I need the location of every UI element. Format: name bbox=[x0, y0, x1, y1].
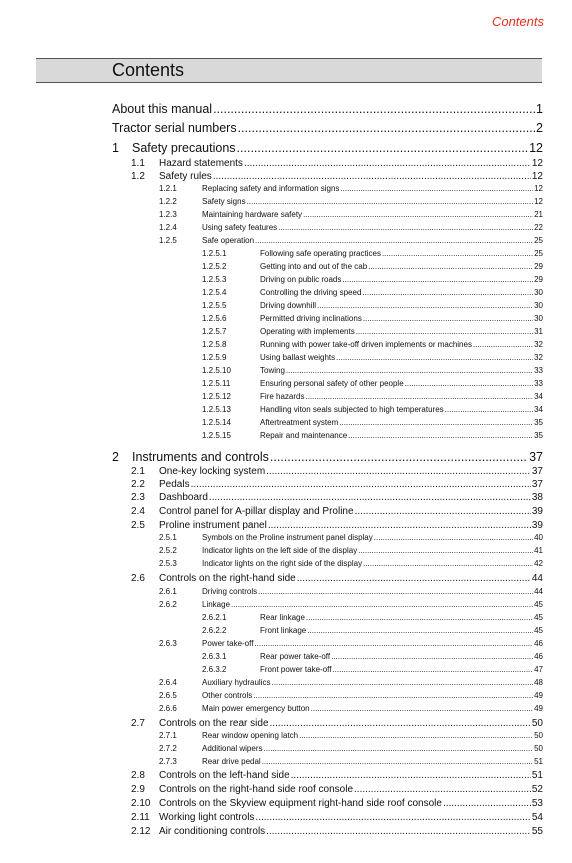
toc-entry-page-number: 53 bbox=[531, 798, 543, 809]
toc-entry-number: 1.2.5.14 bbox=[202, 418, 231, 427]
toc-entry-number: 2.1 bbox=[131, 466, 145, 477]
toc-entry-page-number: 55 bbox=[531, 826, 543, 837]
toc-entry[interactable] bbox=[0, 275, 572, 287]
toc-entry-title: Safety signs bbox=[202, 197, 246, 206]
toc-entry-page-number: 45 bbox=[534, 600, 543, 609]
toc-entry-title: Indicator lights on the left side of the display bbox=[202, 546, 358, 555]
dot-leader bbox=[473, 340, 533, 349]
toc-entry-title: Main power emergency button bbox=[202, 704, 310, 713]
toc-entry[interactable] bbox=[0, 613, 572, 625]
toc-entry-number: 2.5 bbox=[131, 520, 145, 531]
toc-entry[interactable] bbox=[0, 744, 572, 756]
toc-entry-title: Controls on the left-hand side bbox=[159, 770, 290, 781]
toc-entry[interactable] bbox=[0, 770, 572, 783]
toc-entry-page-number: 33 bbox=[534, 379, 543, 388]
running-header: Contents bbox=[491, 14, 544, 29]
toc-entry-number: 2.6.3 bbox=[159, 639, 177, 648]
toc-entry[interactable] bbox=[0, 236, 572, 248]
dot-leader bbox=[311, 704, 533, 713]
dot-leader bbox=[305, 392, 533, 401]
toc-entry-title: Using safety features bbox=[202, 223, 278, 232]
toc-entry[interactable] bbox=[0, 639, 572, 651]
dot-leader bbox=[340, 184, 533, 193]
toc-entry-number: 1.2.5.4 bbox=[202, 288, 227, 297]
dot-leader bbox=[303, 210, 533, 219]
toc-entry[interactable] bbox=[0, 466, 572, 479]
toc-entry-title: Proline instrument panel bbox=[159, 520, 267, 531]
toc-entry-title: Hazard statements bbox=[159, 158, 243, 169]
toc-entry[interactable] bbox=[0, 731, 572, 743]
dot-leader bbox=[231, 600, 533, 609]
toc-entry-title: Permitted driving inclinations bbox=[260, 314, 362, 323]
toc-entry-page-number: 50 bbox=[531, 718, 543, 729]
toc-entry-number: 1.2.5.11 bbox=[202, 379, 231, 388]
toc-entry-page-number: 34 bbox=[534, 405, 543, 414]
toc-entry-number: 1.2.5.2 bbox=[202, 262, 227, 271]
toc-entry-page-number: 12 bbox=[534, 184, 543, 193]
toc-entry-number: 1.2.5.1 bbox=[202, 249, 227, 258]
toc-entry-page-number: 39 bbox=[531, 520, 543, 531]
dot-leader bbox=[297, 573, 531, 584]
toc-entry-page-number: 31 bbox=[534, 327, 543, 336]
toc-entry[interactable] bbox=[0, 450, 572, 466]
toc-entry-title: Driving on public roads bbox=[260, 275, 342, 284]
toc-entry-number: 2.6.2.1 bbox=[202, 613, 227, 622]
toc-entry[interactable] bbox=[0, 757, 572, 769]
toc-entry-page-number: 37 bbox=[531, 479, 543, 490]
toc-entry[interactable] bbox=[0, 327, 572, 339]
toc-entry-title: Tractor serial numbers bbox=[112, 121, 237, 135]
toc-entry-number: 2.8 bbox=[131, 770, 145, 781]
toc-entry-title: One-key locking system bbox=[159, 466, 266, 477]
toc-entry-page-number: 37 bbox=[529, 450, 543, 464]
toc-entry-title: Rear linkage bbox=[260, 613, 305, 622]
dot-leader bbox=[238, 121, 535, 135]
toc-entry-page-number: 29 bbox=[534, 275, 543, 284]
dot-leader bbox=[244, 158, 531, 169]
toc-entry-page-number: 32 bbox=[534, 340, 543, 349]
toc-entry-number: 1.2.5.15 bbox=[202, 431, 231, 440]
toc-entry[interactable] bbox=[0, 301, 572, 313]
toc-entry-title: Ensuring personal safety of other people bbox=[260, 379, 404, 388]
dot-leader bbox=[332, 665, 533, 674]
dot-leader bbox=[363, 559, 533, 568]
toc-entry-title: Control panel for A-pillar display and Proline bbox=[159, 506, 354, 517]
toc-entry-number: 2.6.2.2 bbox=[202, 626, 227, 635]
toc-entry-page-number: 12 bbox=[531, 171, 543, 182]
toc-entry-number: 2.6 bbox=[131, 573, 145, 584]
dot-leader bbox=[270, 450, 528, 464]
dot-leader bbox=[443, 798, 531, 809]
toc-entry-title: Controls on the Skyview equipment right-hand side roof console bbox=[159, 798, 442, 809]
toc-entry-title: Instruments and controls bbox=[132, 450, 269, 464]
toc-entry-title: Controls on the rear side bbox=[159, 718, 269, 729]
toc-entry[interactable] bbox=[0, 121, 572, 137]
toc-entry-number: 2.2 bbox=[131, 479, 145, 490]
toc-entry-number: 1.2.5.5 bbox=[202, 301, 227, 310]
toc-entry-title: Front linkage bbox=[260, 626, 307, 635]
toc-entry-number: 2.6.4 bbox=[159, 678, 177, 687]
toc-entry-title: Symbols on the Proline instrument panel display bbox=[202, 533, 373, 542]
toc-entry-page-number: 32 bbox=[534, 353, 543, 362]
toc-entry-number: 1.2.1 bbox=[159, 184, 177, 193]
toc-entry[interactable] bbox=[0, 262, 572, 274]
dot-leader bbox=[286, 366, 533, 375]
dot-leader bbox=[368, 262, 533, 271]
toc-entry-title: Handling viton seals subjected to high temperatures bbox=[260, 405, 444, 414]
dot-leader bbox=[299, 731, 533, 740]
dot-leader bbox=[266, 826, 531, 837]
toc-entry-number: 2.6.1 bbox=[159, 587, 177, 596]
toc-entry-page-number: 39 bbox=[531, 506, 543, 517]
toc-entry-title: Controls on the right-hand side bbox=[159, 573, 296, 584]
dot-leader bbox=[306, 613, 533, 622]
toc-entry-number: 2.5.1 bbox=[159, 533, 177, 542]
toc-entry-page-number: 12 bbox=[534, 197, 543, 206]
toc-entry[interactable] bbox=[0, 784, 572, 797]
toc-entry[interactable] bbox=[0, 798, 572, 811]
dot-leader bbox=[336, 353, 533, 362]
toc-entry[interactable] bbox=[0, 405, 572, 417]
dot-leader bbox=[191, 479, 531, 490]
toc-entry-number: 2.9 bbox=[131, 784, 145, 795]
toc-entry-page-number: 52 bbox=[531, 784, 543, 795]
toc-entry-title: Maintaining hardware safety bbox=[202, 210, 303, 219]
toc-entry[interactable] bbox=[0, 559, 572, 571]
dot-leader bbox=[374, 533, 533, 542]
dot-leader bbox=[271, 678, 533, 687]
dot-leader bbox=[266, 466, 531, 477]
toc-entry-title: Following safe operating practices bbox=[260, 249, 381, 258]
dot-leader bbox=[247, 197, 534, 206]
toc-entry[interactable] bbox=[0, 826, 572, 839]
toc-entry-title: Operating with implements bbox=[260, 327, 355, 336]
toc-entry[interactable] bbox=[0, 492, 572, 505]
toc-entry-number: 2.6.2 bbox=[159, 600, 177, 609]
toc-entry-page-number: 35 bbox=[534, 431, 543, 440]
toc-entry-page-number: 51 bbox=[531, 770, 543, 781]
toc-entry-number: 1.2.4 bbox=[159, 223, 177, 232]
toc-entry-title: Controlling the driving speed bbox=[260, 288, 362, 297]
toc-entry-title: Running with power take-off driven implements or machines bbox=[260, 340, 472, 349]
toc-entry-page-number: 12 bbox=[531, 158, 543, 169]
toc-entry-number: 2.4 bbox=[131, 506, 145, 517]
toc-entry-page-number: 45 bbox=[534, 626, 543, 635]
toc-entry-number: 2.3 bbox=[131, 492, 145, 503]
dot-leader bbox=[363, 314, 533, 323]
toc-entry-number: 2 bbox=[112, 450, 119, 464]
toc-entry[interactable] bbox=[0, 691, 572, 703]
toc-entry-title: Indicator lights on the right side of the display bbox=[202, 559, 363, 568]
toc-entry-page-number: 30 bbox=[534, 301, 543, 310]
dot-leader bbox=[356, 327, 533, 336]
toc-entry-title: Rear power take-off bbox=[260, 652, 331, 661]
toc-entry-number: 2.6.5 bbox=[159, 691, 177, 700]
toc-entry-title: Air conditioning controls bbox=[159, 826, 266, 837]
toc-entry-page-number: 49 bbox=[534, 691, 543, 700]
dot-leader bbox=[291, 770, 531, 781]
toc-entry-page-number: 29 bbox=[534, 262, 543, 271]
toc-entry-number: 1.2.5.13 bbox=[202, 405, 231, 414]
toc-entry-page-number: 41 bbox=[534, 546, 543, 555]
dot-leader bbox=[354, 784, 531, 795]
toc-entry-page-number: 38 bbox=[531, 492, 543, 503]
toc-entry-page-number: 46 bbox=[534, 639, 543, 648]
toc-entry[interactable] bbox=[0, 573, 572, 586]
toc-entry[interactable] bbox=[0, 184, 572, 196]
toc-entry[interactable] bbox=[0, 665, 572, 677]
toc-entry-title: Rear drive pedal bbox=[202, 757, 261, 766]
toc-entry-title: Controls on the right-hand side roof console bbox=[159, 784, 354, 795]
toc-entry-number: 1.2.5.10 bbox=[202, 366, 231, 375]
toc-entry-page-number: 47 bbox=[534, 665, 543, 674]
toc-entry-page-number: 54 bbox=[531, 812, 543, 823]
toc-entry[interactable] bbox=[0, 704, 572, 716]
toc-entry-number: 2.6.3.1 bbox=[202, 652, 227, 661]
toc-entry-page-number: 22 bbox=[534, 223, 543, 232]
toc-entry-page-number: 25 bbox=[534, 236, 543, 245]
toc-entry-title: Auxiliary hydraulics bbox=[202, 678, 271, 687]
toc-entry[interactable] bbox=[0, 210, 572, 222]
toc-entry-title: Safe operation bbox=[202, 236, 255, 245]
toc-entry[interactable] bbox=[0, 366, 572, 378]
dot-leader bbox=[382, 249, 533, 258]
toc-entry[interactable] bbox=[0, 626, 572, 638]
toc-entry-page-number: 25 bbox=[534, 249, 543, 258]
toc-entry-number: 1.2.5.8 bbox=[202, 340, 227, 349]
toc-entry-page-number: 45 bbox=[534, 613, 543, 622]
dot-leader bbox=[253, 691, 533, 700]
toc-entry[interactable] bbox=[0, 812, 572, 825]
toc-entry-title: Using ballast weights bbox=[260, 353, 336, 362]
dot-leader bbox=[307, 626, 533, 635]
toc-entry[interactable] bbox=[0, 353, 572, 365]
toc-entry[interactable] bbox=[0, 249, 572, 261]
toc-entry[interactable] bbox=[0, 506, 572, 519]
toc-entry-page-number: 49 bbox=[534, 704, 543, 713]
toc-entry-page-number: 44 bbox=[531, 573, 543, 584]
dot-leader bbox=[213, 171, 531, 182]
toc-entry-title: Power take-off bbox=[202, 639, 254, 648]
toc-entry-page-number: 50 bbox=[534, 731, 543, 740]
dot-leader bbox=[254, 639, 533, 648]
toc-entry-page-number: 48 bbox=[534, 678, 543, 687]
dot-leader bbox=[268, 520, 531, 531]
dot-leader bbox=[362, 288, 533, 297]
toc-entry[interactable] bbox=[0, 587, 572, 599]
toc-entry-number: 1.2.3 bbox=[159, 210, 177, 219]
toc-entry-page-number: 2 bbox=[536, 121, 543, 135]
toc-entry-number: 2.10 bbox=[131, 798, 151, 809]
toc-entry-number: 2.7.2 bbox=[159, 744, 177, 753]
toc-entry-title: Getting into and out of the cab bbox=[260, 262, 368, 271]
toc-entry-number: 1.1 bbox=[131, 158, 145, 169]
toc-entry[interactable] bbox=[0, 141, 572, 157]
toc-entry[interactable] bbox=[0, 479, 572, 492]
toc-entry[interactable] bbox=[0, 314, 572, 326]
toc-entry-page-number: 46 bbox=[534, 652, 543, 661]
toc-entry-number: 2.7 bbox=[131, 718, 145, 729]
toc-entry-number: 1.2.5 bbox=[159, 236, 177, 245]
toc-entry-number: 1.2 bbox=[131, 171, 145, 182]
toc-entry[interactable] bbox=[0, 379, 572, 391]
dot-leader bbox=[255, 236, 533, 245]
toc-entry-number: 2.5.2 bbox=[159, 546, 177, 555]
dot-leader bbox=[270, 718, 531, 729]
toc-entry-title: Driving controls bbox=[202, 587, 258, 596]
toc-entry-title: Dashboard bbox=[159, 492, 208, 503]
dot-leader bbox=[255, 812, 530, 823]
toc-entry[interactable] bbox=[0, 431, 572, 443]
toc-entry-number: 1 bbox=[112, 141, 119, 155]
dot-leader bbox=[258, 587, 533, 596]
toc-entry-title: Safety rules bbox=[159, 171, 212, 182]
dot-leader bbox=[331, 652, 533, 661]
toc-entry-title: Driving downhill bbox=[260, 301, 317, 310]
toc-entry-number: 2.6.3.2 bbox=[202, 665, 227, 674]
dot-leader bbox=[263, 744, 533, 753]
toc-entry[interactable] bbox=[0, 288, 572, 300]
toc-entry[interactable] bbox=[0, 418, 572, 430]
toc-entry-number: 1.2.5.7 bbox=[202, 327, 227, 336]
toc-entry-number: 1.2.5.3 bbox=[202, 275, 227, 284]
toc-entry[interactable] bbox=[0, 652, 572, 664]
toc-entry[interactable] bbox=[0, 392, 572, 404]
toc-entry[interactable] bbox=[0, 718, 572, 731]
toc-entry[interactable] bbox=[0, 102, 572, 118]
page-title: Contents bbox=[112, 60, 185, 80]
toc-entry[interactable] bbox=[0, 158, 572, 171]
dot-leader bbox=[358, 546, 533, 555]
toc-entry-page-number: 51 bbox=[534, 757, 543, 766]
toc-entry-page-number: 40 bbox=[534, 533, 543, 542]
toc-entry-page-number: 44 bbox=[534, 587, 543, 596]
toc-entry-page-number: 35 bbox=[534, 418, 543, 427]
toc-entry-title: Safety precautions bbox=[132, 141, 236, 155]
toc-entry-title: Other controls bbox=[202, 691, 253, 700]
dot-leader bbox=[348, 431, 533, 440]
dot-leader bbox=[339, 418, 533, 427]
toc-entry-title: Towing bbox=[260, 366, 285, 375]
toc-entry-title: About this manual bbox=[112, 102, 213, 116]
toc-entry-title: Front power take-off bbox=[260, 665, 332, 674]
toc-entry-number: 1.2.2 bbox=[159, 197, 177, 206]
dot-leader bbox=[342, 275, 533, 284]
toc-entry-title: Replacing safety and information signs bbox=[202, 184, 340, 193]
toc-entry-title: Linkage bbox=[202, 600, 231, 609]
toc-entry[interactable] bbox=[0, 533, 572, 545]
toc-entry-number: 2.6.6 bbox=[159, 704, 177, 713]
toc-entry-number: 2.12 bbox=[131, 826, 151, 837]
toc-entry-number: 2.5.3 bbox=[159, 559, 177, 568]
toc-entry-title: Pedals bbox=[159, 479, 190, 490]
dot-leader bbox=[405, 379, 533, 388]
toc-entry-number: 1.2.5.6 bbox=[202, 314, 227, 323]
toc-entry-title: Working light controls bbox=[159, 812, 255, 823]
toc-entry[interactable] bbox=[0, 546, 572, 558]
toc-entry-title: Aftertreatment system bbox=[260, 418, 339, 427]
dot-leader bbox=[262, 757, 533, 766]
toc-entry-title: Additional wipers bbox=[202, 744, 263, 753]
toc-entry-page-number: 12 bbox=[529, 141, 543, 155]
toc-entry-page-number: 33 bbox=[534, 366, 543, 375]
toc-entry[interactable] bbox=[0, 340, 572, 352]
dot-leader bbox=[445, 405, 533, 414]
toc-entry[interactable] bbox=[0, 520, 572, 533]
dot-leader bbox=[278, 223, 533, 232]
toc-entry-page-number: 42 bbox=[534, 559, 543, 568]
dot-leader bbox=[237, 141, 529, 155]
toc-entry-page-number: 21 bbox=[534, 210, 543, 219]
toc-entry-page-number: 34 bbox=[534, 392, 543, 401]
toc-entry-number: 2.7.1 bbox=[159, 731, 177, 740]
toc-entry[interactable] bbox=[0, 223, 572, 235]
dot-leader bbox=[209, 492, 531, 503]
toc-entry[interactable] bbox=[0, 197, 572, 209]
toc-entry-title: Rear window opening latch bbox=[202, 731, 299, 740]
toc-entry-page-number: 30 bbox=[534, 314, 543, 323]
toc-entry[interactable] bbox=[0, 171, 572, 184]
toc-entry[interactable] bbox=[0, 678, 572, 690]
toc-entry-number: 2.7.3 bbox=[159, 757, 177, 766]
toc-entry-page-number: 30 bbox=[534, 288, 543, 297]
dot-leader bbox=[355, 506, 531, 517]
toc-entry-page-number: 50 bbox=[534, 744, 543, 753]
dot-leader bbox=[213, 102, 535, 116]
toc-entry-page-number: 37 bbox=[531, 466, 543, 477]
toc-entry[interactable] bbox=[0, 600, 572, 612]
toc-entry-title: Fire hazards bbox=[260, 392, 305, 401]
toc-entry-title: Repair and maintenance bbox=[260, 431, 348, 440]
toc-entry-number: 1.2.5.9 bbox=[202, 353, 227, 362]
dot-leader bbox=[317, 301, 533, 310]
toc-entry-page-number: 1 bbox=[536, 102, 543, 116]
title-bar bbox=[36, 58, 542, 83]
toc-entry-number: 2.11 bbox=[131, 812, 150, 823]
toc-entry-number: 1.2.5.12 bbox=[202, 392, 231, 401]
